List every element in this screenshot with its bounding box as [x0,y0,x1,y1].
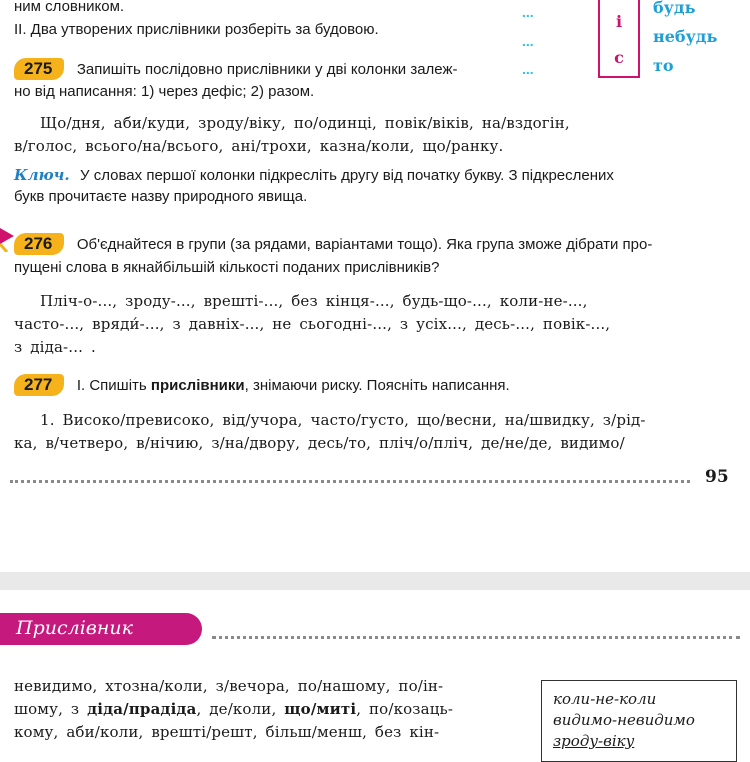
task-275-key [14,166,614,186]
next-page-line3: кому, аби/коли, врешті/решт, більш/менш, без кін- [14,723,440,741]
task-275-words-line2: в/голос, всього/на/всього, ані/трохи, казна/коли, що/ранку. [14,137,504,155]
task-277-badge: 277 [14,374,64,396]
line2-part-c: , де/коли, [196,700,285,718]
section-header-tab [0,613,202,645]
task-275-badge: 275 [14,58,64,80]
example-line-1: коли-не-коли [553,690,657,708]
task-276-header [14,233,652,255]
intro-text-line1: ним словником. [14,0,125,15]
dots-marker-3: ... [522,61,534,77]
particle-bud: будь [653,0,696,17]
task-276-text-line2: пущені слова в якнайбільшій кількості поданих прислівників? [14,259,440,276]
footer-dotted-rule [10,480,690,483]
example-line-2: видимо-невидимо [553,711,695,729]
task-276-words-line2: часто-..., вряди́-..., з давніх-..., не сьогодні-..., з усіх..., десь-..., повік-..., [14,315,611,333]
line2-bold-b: що/миті [284,700,357,718]
next-page-line1: невидимо, хтозна/коли, з/вечора, по/нашому, по/ін- [14,677,444,695]
particle-to: то [653,56,674,75]
task-275-text-line1: Запишіть послідовно прислівники у дві колонки залеж- [76,61,458,78]
letter-box [598,0,640,78]
example-line-3: зроду-віку [553,732,635,750]
task-277-text-prefix: І. Спишіть [76,377,151,394]
intro-text-line2: ІІ. Два утворених прислівники розберіть за будовою. [14,21,379,38]
page-number: 95 [705,467,729,487]
line2-part-a: шому, з [14,700,88,718]
page-gap [0,572,750,590]
task-276-words-line1: Пліч-о-..., зроду-..., врешті-..., без кінця-..., будь-що-..., коли-не-..., [40,292,588,310]
next-page-line2 [14,699,453,720]
key-label: Ключ. [14,166,70,184]
task-277-text-suffix: , знімаючи риску. Поясніть написання. [244,377,510,394]
section-dotted-rule [212,636,740,639]
bookmark-flag-icon [0,228,14,252]
key-text-line2: букв прочитаєте назву природного явища. [14,188,308,205]
task-277-header [14,374,510,396]
task-276-text-line1: Об'єднайтеся в групи (за рядами, варіантами тощо). Яка група зможе дібрати про- [76,236,653,253]
particle-nebud: небудь [653,27,718,46]
task-275-header [14,58,458,80]
task-276-words-line3: з діда-... . [14,338,96,356]
line2-bold-a: діда/прадіда [87,700,197,718]
line2-part-e: , по/козаць- [356,700,454,718]
task-277-text-bold: прислівники [150,377,245,394]
key-text-line1: У словах першої колонки підкресліть другу від початку букву. З підкреслених [80,167,614,184]
task-277-words-line2: ка, в/четверо, в/нічию, з/на/двору, десь/то, пліч/о/пліч, де/не/де, видимо/ [14,434,625,452]
task-275-text-line2: но від написання: 1) через дефіс; 2) разом. [14,83,315,100]
task-275-words-line1: Що/дня, аби/куди, зроду/віку, по/одинці, повік/віків, на/вздогін, [40,114,570,132]
section-title: Прислівник [16,617,133,639]
task-276-badge: 276 [14,233,64,255]
dots-marker-1: ... [522,4,534,20]
letter-s: с [614,48,624,67]
dots-marker-2: ... [522,33,534,49]
letter-i: і [615,12,623,31]
task-277-words-line1: 1. Високо/превисоко, від/учора, часто/густо, що/весни, на/швидку, з/рід- [40,411,646,429]
